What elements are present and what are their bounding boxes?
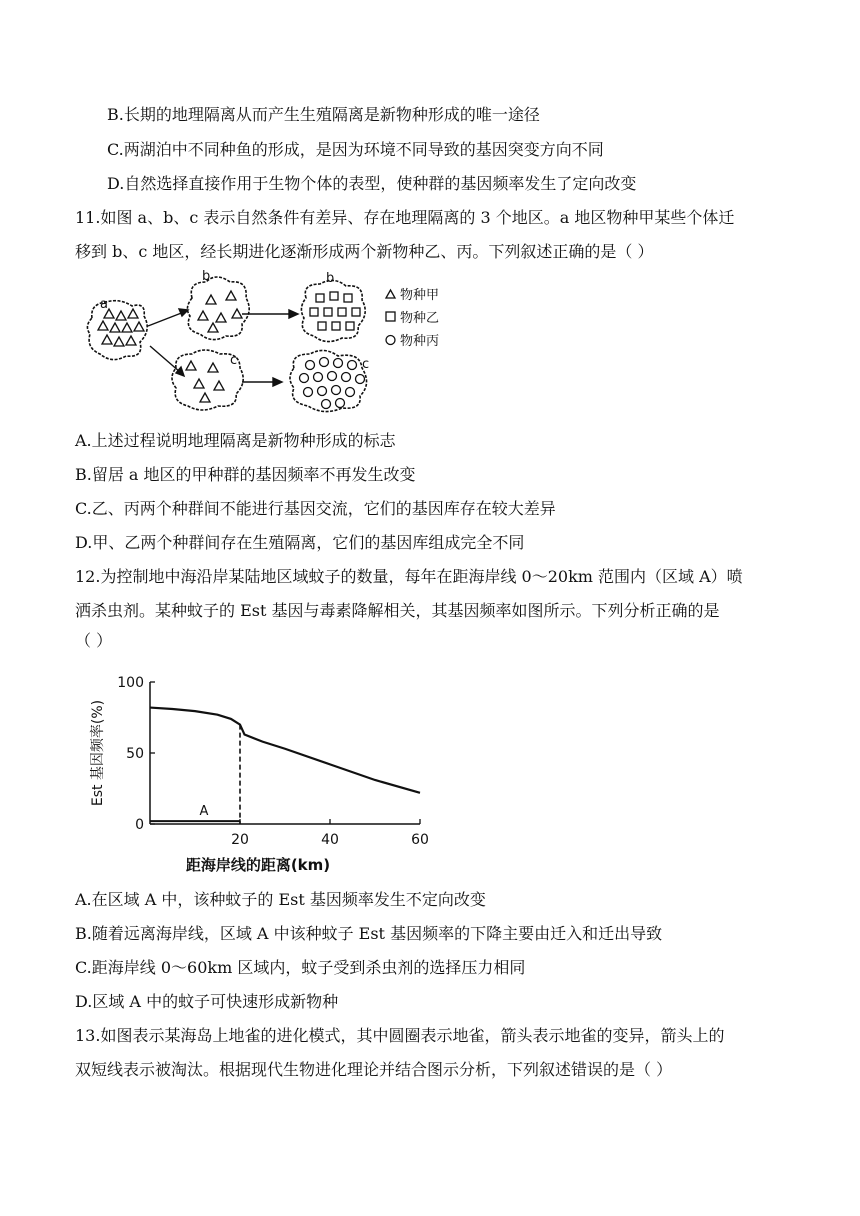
q10-option-c: C.两湖泊中不同种鱼的形成，是因为环境不同导致的基因突变方向不同 [107,140,604,159]
q12-stem-line3: （ ） [75,631,113,650]
region-label-b: b [202,269,211,284]
q12-stem-line2: 洒杀虫剂。某种蚊子的 Est 基因与毒素降解相关，其基因频率如图所示。下列分析正确的是 [75,601,720,620]
legend-triangle-icon [386,290,395,298]
speciation-diagram [80,268,480,420]
q12-option-c: C.距海岸线 0～60km 区域内，蚊子受到杀虫剂的选择压力相同 [75,958,526,977]
region-label-b2: b [326,271,335,286]
region-a-label: A [199,804,209,820]
region-label-c2: c [362,357,370,372]
est-gene-frequency-chart [80,664,460,884]
y-axis-label: Est 基因频率(%) [90,699,106,807]
y-tick-label: 0 [135,817,144,833]
region-label-a: a [100,297,108,312]
q12-option-b: B.随着远离海岸线，区域 A 中该种蚊子 Est 基因频率的下降主要由迁入和迁出导致 [75,924,663,943]
legend-species-jia: 物种甲 [400,288,440,303]
est-frequency-line [150,708,420,793]
q10-option-d: D.自然选择直接作用于生物个体的表型，使种群的基因频率发生了定向改变 [107,174,637,193]
legend-species-yi: 物种乙 [400,311,440,326]
q13-stem-line2: 双短线表示被淘汰。根据现代生物进化理论并结合图示分析，下列叙述错误的是（ ） [75,1060,673,1079]
q12-option-a: A.在区域 A 中，该种蚊子的 Est 基因频率发生不定向改变 [75,890,486,909]
x-tick-label: 20 [231,832,249,848]
x-tick-label: 40 [321,832,339,848]
q13-stem-line1: 13.如图表示某海岛上地雀的进化模式，其中圆圈表示地雀，箭头表示地雀的变异，箭头上的 [75,1026,725,1045]
legend-species-bing: 物种丙 [400,334,440,349]
q12-stem-line1: 12.为控制地中海沿岸某陆地区域蚊子的数量，每年在距海岸线 0～20km 范围内（区域 A）喷 [75,567,743,586]
region-label-c: c [230,353,238,368]
legend-square-icon [386,312,395,321]
q11-option-d: D.甲、乙两个种群间存在生殖隔离，它们的基因库组成完全不同 [75,533,525,552]
q12-option-d: D.区域 A 中的蚊子可快速形成新物种 [75,992,339,1011]
x-tick-label: 60 [411,832,429,848]
q11-option-c: C.乙、丙两个种群间不能进行基因交流，它们的基因库存在较大差异 [75,499,556,518]
legend-circle-icon [386,336,395,345]
x-axis-label: 距海岸线的距离(km) [185,856,331,874]
q11-option-a: A.上述过程说明地理隔离是新物种形成的标志 [75,431,396,450]
q10-option-b: B.长期的地理隔离从而产生生殖隔离是新物种形成的唯一途径 [107,105,540,124]
q11-option-b: B.留居 a 地区的甲种群的基因频率不再发生改变 [75,465,416,484]
q11-stem-line2: 移到 b、c 地区，经长期进化逐渐形成两个新物种乙、丙。下列叙述正确的是（ ） [75,242,654,261]
y-tick-label: 100 [117,675,144,691]
y-tick-label: 50 [126,746,144,762]
q11-stem-line1: 11.如图 a、b、c 表示自然条件有差异、存在地理隔离的 3 个地区。a 地区物种甲某些个体迁 [75,208,735,227]
